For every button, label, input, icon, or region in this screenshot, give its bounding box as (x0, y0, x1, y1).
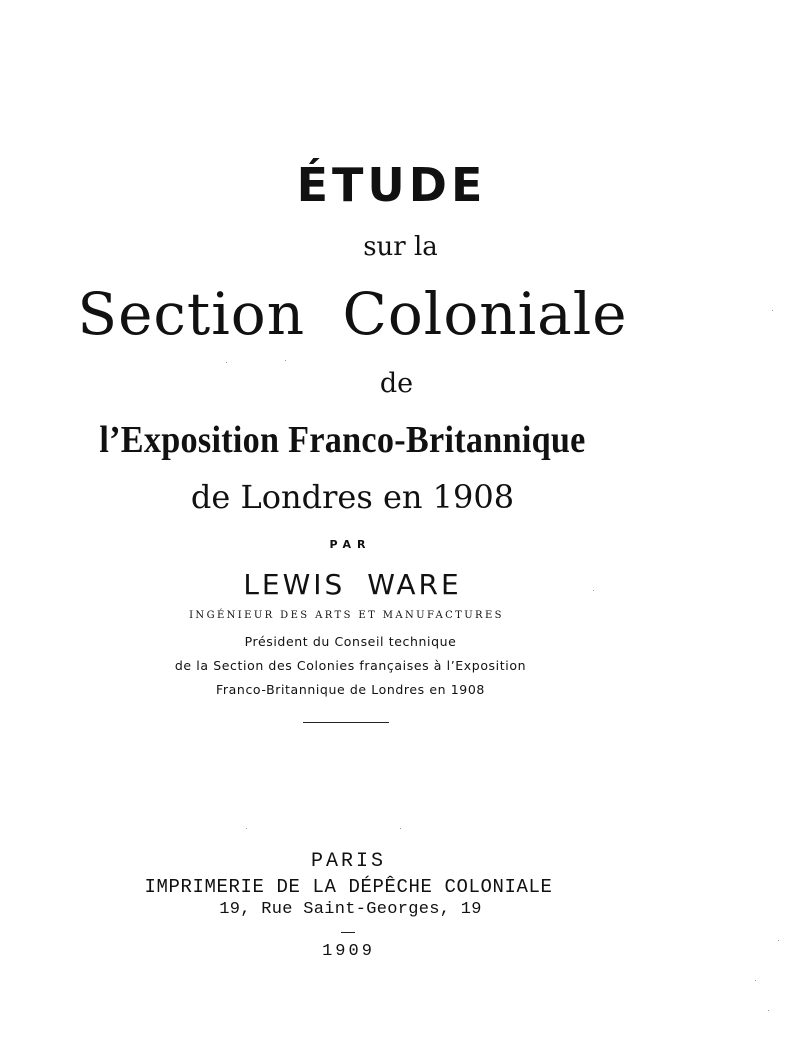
title-de: de (379, 368, 414, 399)
title-londres: de Londres en 1908 (190, 478, 515, 516)
author-role-line-2: de la Section des Colonies françaises à l’Exposition (174, 658, 527, 673)
divider-rule (303, 722, 389, 723)
title-etude: ÉTUDE (296, 158, 487, 212)
author-name: LEWIS WARE (243, 568, 462, 601)
scan-speck (226, 362, 227, 363)
title-section-coloniale: Section Coloniale (77, 280, 628, 348)
title-exposition: l’Exposition Franco-Britannique (99, 419, 586, 461)
scan-speck (755, 980, 756, 981)
scan-speck (772, 310, 773, 311)
imprint-year: 1909 (322, 942, 375, 961)
by-line-par: PAR (329, 538, 372, 551)
scan-speck (285, 360, 286, 361)
imprint-printer: IMPRIMERIE DE LA DÉPÊCHE COLONIALE (144, 876, 553, 898)
author-role-line-1: Président du Conseil technique (244, 634, 457, 649)
author-profession: INGÉNIEUR DES ARTS ET MANUFACTURES (189, 610, 504, 621)
imprint-city: PARIS (310, 850, 386, 873)
scan-speck (400, 828, 401, 829)
title-sur-la: sur la (363, 232, 438, 262)
scan-speck (246, 828, 247, 829)
author-role-line-3: Franco-Britannique de Londres en 1908 (216, 682, 485, 697)
scan-speck (593, 590, 594, 591)
scan-speck (768, 1010, 769, 1011)
imprint-dash (341, 932, 355, 933)
scan-speck (778, 940, 779, 941)
imprint-address: 19, Rue Saint-Georges, 19 (219, 900, 482, 919)
